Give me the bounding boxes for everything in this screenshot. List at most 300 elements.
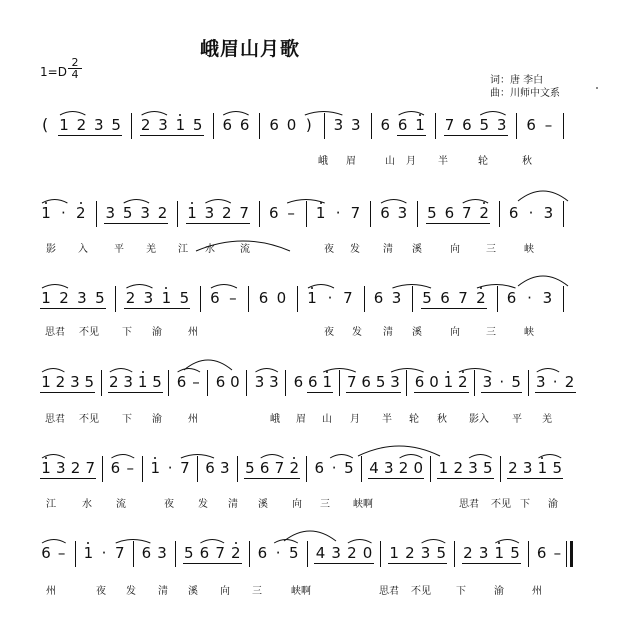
lyric-syllable: 山: [322, 414, 332, 425]
lyric-syllable: 渝: [152, 327, 162, 338]
note-digit: 6: [176, 373, 187, 391]
lyric-syllable: 渝: [548, 499, 558, 510]
barline: [102, 456, 103, 482]
beam-underline: [40, 308, 106, 309]
lyric-syllable: 渝: [152, 414, 162, 425]
lyric-syllable: 月: [350, 414, 360, 425]
slur-mark: [330, 455, 353, 459]
note-digit: 0: [362, 544, 373, 562]
note-digit: 3: [204, 204, 215, 222]
note-digit: 6: [414, 373, 425, 391]
note-digit: 6: [210, 289, 220, 307]
lyric-syllable: 半: [382, 414, 392, 425]
lyric-syllable: 不见: [79, 414, 99, 425]
note-digit: 5: [183, 544, 194, 562]
barline: [499, 201, 500, 227]
lyric-syllable: 眉: [346, 156, 356, 167]
beam-underline: [244, 478, 300, 479]
time-signature-top: 2: [68, 57, 82, 69]
note-digit: 3: [468, 459, 478, 477]
barline: [528, 370, 529, 396]
note-digit: 0: [230, 373, 240, 391]
note-digit: 1: [41, 373, 51, 391]
note-digit: 3: [420, 544, 431, 562]
note-digit: –: [192, 373, 200, 391]
slur-mark: [223, 112, 248, 116]
slur-mark: [42, 285, 68, 289]
note-digit: ·: [552, 373, 558, 391]
phrase-slur: [518, 276, 568, 286]
octave-dot: [45, 202, 47, 204]
note-digit: ·: [327, 289, 333, 307]
beam-underline: [462, 563, 521, 564]
note-digit: 5: [84, 373, 95, 391]
slur-mark: [255, 369, 277, 373]
octave-dot: [45, 457, 47, 459]
beam-underline: [186, 223, 250, 224]
note-digit: ·: [335, 204, 341, 222]
slur-mark: [422, 540, 446, 544]
note-digit: 1: [187, 204, 197, 222]
note-digit: 3: [333, 116, 344, 134]
note-digit: 2: [476, 289, 486, 307]
note-digit: –: [126, 459, 134, 477]
lyric-syllable: 清: [383, 327, 393, 338]
final-barline: [570, 541, 573, 567]
barline: [371, 113, 372, 139]
barline: [175, 541, 176, 567]
note-digit: 3: [496, 116, 507, 134]
note-digit: 4: [369, 459, 379, 477]
beam-underline: [40, 392, 95, 393]
note-digit: –: [553, 544, 562, 562]
beam-underline: [108, 392, 163, 393]
note-digit: 1: [175, 116, 186, 134]
note-digit: 2: [289, 459, 299, 477]
lyric-syllable: 江: [46, 499, 56, 510]
slur-mark: [537, 369, 559, 373]
note-digit: 2: [70, 459, 81, 477]
note-digit: 1: [41, 459, 51, 477]
lyric-syllable: 夜: [164, 499, 174, 510]
slur-mark: [142, 112, 167, 116]
note-digit: 2: [222, 204, 232, 222]
note-digit: 5: [511, 373, 521, 391]
note-digit: 6: [199, 544, 210, 562]
barline: [528, 541, 529, 567]
note-digit: 5: [436, 544, 447, 562]
note-digit: 3: [390, 373, 400, 391]
note-digit: 2: [140, 116, 151, 134]
lyric-syllable: 峨: [318, 156, 328, 167]
note-digit: 3: [350, 116, 361, 134]
lyric-syllable: 轮: [409, 414, 419, 425]
note-digit: ·: [499, 373, 505, 391]
barline: [177, 201, 178, 227]
barline: [417, 201, 418, 227]
beam-underline: [388, 563, 447, 564]
note-digit: 7: [350, 204, 361, 222]
barline: [142, 456, 143, 482]
note-digit: 7: [180, 459, 190, 477]
note-digit: 2: [453, 459, 463, 477]
slur-mark: [400, 455, 423, 459]
lyric-syllable: 下: [122, 414, 132, 425]
lyric-syllable: 峡啊: [291, 586, 311, 597]
barline: [516, 113, 517, 139]
note-digit: 7: [215, 544, 225, 562]
note-digit: 7: [85, 459, 96, 477]
lyric-syllable: 月: [406, 156, 416, 167]
note-digit: 6: [536, 544, 547, 562]
note-digit: 5: [122, 204, 133, 222]
lyric-syllable: 夜: [324, 327, 334, 338]
slur-mark: [348, 540, 372, 544]
slur-mark: [60, 112, 85, 116]
slur-mark: [110, 369, 132, 373]
note-digit: 1: [59, 116, 69, 134]
barline: [474, 370, 475, 396]
slur-mark: [469, 455, 492, 459]
note-digit: 1: [389, 544, 399, 562]
beam-underline: [124, 308, 190, 309]
lyric-syllable: 发: [350, 244, 360, 255]
slur-mark: [111, 455, 134, 459]
note-digit: 3: [157, 544, 167, 562]
note-digit: 1: [315, 204, 326, 222]
lyric-syllable: 峡: [524, 244, 534, 255]
barline: [364, 286, 365, 312]
barline: [435, 113, 436, 139]
note-digit: 6: [397, 116, 408, 134]
barline: [285, 370, 286, 396]
lyric-syllable: 州: [46, 586, 56, 597]
note-digit: 1: [41, 204, 51, 222]
beam-underline: [346, 392, 401, 393]
lyric-syllable: 峨: [270, 414, 280, 425]
barline: [324, 113, 325, 139]
beam-underline: [421, 308, 487, 309]
lyric-syllable: 平: [114, 244, 124, 255]
note-digit: 7: [343, 289, 353, 307]
note-digit: ·: [331, 459, 337, 477]
note-digit: 1: [307, 289, 317, 307]
lyric-syllable: 溪: [412, 244, 422, 255]
beam-underline: [507, 478, 563, 479]
note-digit: 6: [258, 289, 269, 307]
note-digit: –: [229, 289, 237, 307]
lyric-syllable: 三: [252, 586, 262, 597]
slur-mark: [200, 540, 224, 544]
note-digit: 6: [373, 289, 384, 307]
barline: [96, 201, 97, 227]
note-digit: 1: [537, 459, 548, 477]
barline: [380, 541, 381, 567]
note-digit: 3: [77, 289, 87, 307]
lyric-syllable: 秋: [437, 414, 447, 425]
lyric-syllable: 眉: [296, 414, 306, 425]
lyric-syllable: 州: [188, 414, 198, 425]
note-digit: 2: [157, 204, 168, 222]
lyric-syllable: 峡: [524, 327, 534, 338]
song-title: 峨眉山月歌: [200, 38, 301, 60]
note-digit: 6: [110, 459, 121, 477]
note-digit: 6: [308, 373, 318, 391]
note-digit: 1: [161, 289, 172, 307]
octave-dot: [142, 371, 144, 373]
slur-mark: [211, 285, 237, 289]
note-digit: ·: [528, 204, 534, 222]
barline: [249, 541, 250, 567]
beam-underline: [481, 392, 522, 393]
lyric-syllable: 向: [220, 586, 230, 597]
lyric-syllable: 江: [178, 244, 188, 255]
lyric-syllable: 流: [240, 244, 250, 255]
note-digit: 6: [222, 116, 232, 134]
lyric-syllable: 平: [512, 414, 522, 425]
octave-dot: [235, 542, 237, 544]
slur-mark: [205, 200, 230, 204]
slur-mark: [124, 200, 149, 204]
barline: [115, 286, 116, 312]
barline: [500, 456, 501, 482]
barline: [259, 113, 260, 139]
note-digit: 5: [245, 459, 255, 477]
note-digit: 3: [397, 204, 408, 222]
lyric-syllable: 向: [292, 499, 302, 510]
note-digit: 2: [463, 544, 473, 562]
note-digit: 0: [276, 289, 287, 307]
note-digit: 3: [269, 373, 279, 391]
note-digit: 2: [508, 459, 518, 477]
note-digit: 5: [192, 116, 203, 134]
barline: [297, 286, 298, 312]
note-digit: ): [305, 116, 312, 134]
note-digit: 3: [391, 289, 402, 307]
note-digit: 5: [422, 289, 432, 307]
barline: [563, 113, 564, 139]
note-digit: 6: [526, 116, 536, 134]
note-digit: 3: [143, 289, 154, 307]
lyric-syllable: 下: [520, 499, 530, 510]
note-digit: 3: [123, 373, 133, 391]
note-digit: 6: [268, 204, 279, 222]
lyric-syllable: 清: [158, 586, 168, 597]
note-digit: 6: [41, 544, 51, 562]
beam-underline: [104, 223, 168, 224]
note-digit: 3: [55, 459, 66, 477]
lyric-syllable: 思君: [45, 327, 65, 338]
time-signature-bottom: 4: [71, 68, 79, 81]
lyric-syllable: 轮: [478, 156, 488, 167]
note-digit: 3: [331, 544, 341, 562]
lyric-syllable: 溪: [412, 327, 422, 338]
note-digit: 3: [219, 459, 230, 477]
lyric-syllable: 半: [438, 156, 448, 167]
note-digit: ·: [60, 204, 66, 222]
note-digit: 6: [259, 459, 270, 477]
lyric-syllable: 向: [450, 244, 460, 255]
lyric-syllable: 不见: [79, 327, 99, 338]
lyric-syllable: 思君: [45, 414, 65, 425]
note-digit: 1: [150, 459, 161, 477]
lyric-syllable: 羌: [146, 244, 156, 255]
note-digit: 2: [564, 373, 575, 391]
barline: [306, 456, 307, 482]
lyric-syllable: 州: [532, 586, 542, 597]
opening-paren: (: [42, 115, 49, 134]
barline: [563, 286, 564, 312]
note-digit: 2: [458, 373, 468, 391]
lyric-syllable: 山: [385, 156, 395, 167]
composer-credit: 曲：川师中文系: [490, 88, 560, 99]
note-digit: 5: [479, 116, 489, 134]
barline: [361, 456, 362, 482]
beam-underline: [40, 478, 96, 479]
note-digit: 6: [257, 544, 268, 562]
lyric-syllable: 发: [198, 499, 208, 510]
note-digit: 5: [289, 544, 299, 562]
slur-mark: [381, 200, 406, 204]
note-digit: 6: [380, 204, 390, 222]
lyric-syllable: 不见: [491, 499, 511, 510]
lyric-syllable: 羌: [542, 414, 552, 425]
note-digit: 2: [479, 204, 489, 222]
barline: [237, 456, 238, 482]
lyric-syllable: 清: [383, 244, 393, 255]
barline: [248, 286, 249, 312]
lyric-syllable: 夜: [96, 586, 106, 597]
note-digit: 3: [522, 459, 533, 477]
barline: [213, 113, 214, 139]
phrase-slur: [284, 531, 336, 541]
barline: [207, 370, 208, 396]
barline: [307, 541, 308, 567]
note-digit: 7: [274, 459, 285, 477]
final-barline-thin: [566, 541, 567, 567]
lyric-syllable: 三: [320, 499, 330, 510]
lyric-syllable: 清: [228, 499, 238, 510]
note-digit: 6: [380, 116, 391, 134]
note-digit: 6: [506, 289, 517, 307]
note-digit: –: [287, 204, 295, 222]
lyric-syllable: 峡啊: [353, 499, 373, 510]
note-digit: 3: [140, 204, 150, 222]
note-digit: 3: [93, 116, 104, 134]
note-digit: 1: [137, 373, 148, 391]
beam-underline: [183, 563, 242, 564]
note-digit: 1: [494, 544, 505, 562]
note-digit: 5: [344, 459, 354, 477]
beam-underline: [414, 392, 469, 393]
lyricist-credit: 词：唐 李白: [490, 75, 544, 86]
note-digit: ·: [527, 289, 532, 307]
note-digit: 2: [398, 459, 409, 477]
beam-underline: [426, 223, 490, 224]
barline: [75, 541, 76, 567]
octave-dot: [80, 202, 82, 204]
slur-mark: [178, 369, 200, 373]
slur-mark: [42, 540, 66, 544]
note-digit: –: [57, 544, 66, 562]
barline: [246, 370, 247, 396]
lyric-syllable: 思君: [379, 586, 399, 597]
note-digit: 7: [458, 289, 468, 307]
lyric-syllable: 秋: [522, 156, 532, 167]
lyric-syllable: 向: [450, 327, 460, 338]
phrase-slur: [518, 191, 568, 201]
slur-mark: [480, 112, 505, 116]
slur-mark: [126, 285, 152, 289]
note-digit: 5: [111, 116, 121, 134]
lyric-syllable: 三: [486, 244, 496, 255]
note-digit: 1: [443, 373, 454, 391]
lyric-syllable: 州: [188, 327, 198, 338]
lyric-syllable: 溪: [258, 499, 268, 510]
note-digit: 5: [552, 459, 562, 477]
lyric-syllable: 入: [78, 244, 88, 255]
note-digit: 6: [462, 116, 472, 134]
note-digit: 3: [478, 544, 489, 562]
note-digit: 5: [95, 289, 105, 307]
note-digit: 2: [231, 544, 241, 562]
barline: [306, 201, 307, 227]
lyric-syllable: 影入: [469, 414, 489, 425]
beam-underline: [437, 478, 493, 479]
lyric-syllable: 渝: [494, 586, 504, 597]
barline: [200, 286, 201, 312]
barline: [101, 370, 102, 396]
beam-underline: [58, 135, 122, 136]
barline: [563, 201, 564, 227]
note-digit: 4: [315, 544, 326, 562]
note-digit: 3: [254, 373, 265, 391]
note-digit: 5: [510, 544, 520, 562]
note-digit: 2: [76, 116, 87, 134]
lyric-syllable: 溪: [188, 586, 198, 597]
note-digit: 6: [269, 116, 279, 134]
note-digit: 6: [141, 544, 152, 562]
note-digit: 3: [105, 204, 116, 222]
note-digit: 6: [239, 116, 250, 134]
barline: [497, 286, 498, 312]
barline: [430, 456, 431, 482]
note-digit: 6: [314, 459, 325, 477]
beam-underline: [314, 563, 373, 564]
note-digit: 6: [215, 373, 226, 391]
note-digit: ·: [101, 544, 107, 562]
note-digit: 6: [293, 373, 304, 391]
note-digit: 6: [508, 204, 519, 222]
note-digit: 1: [415, 116, 425, 134]
note-digit: 5: [152, 373, 162, 391]
lyric-syllable: 三: [486, 327, 496, 338]
note-digit: 6: [205, 459, 215, 477]
note-digit: 7: [444, 116, 455, 134]
note-digit: 5: [179, 289, 190, 307]
lyric-syllable: 水: [82, 499, 92, 510]
lyric-syllable: 不见: [411, 586, 431, 597]
octave-dot: [419, 114, 421, 116]
note-digit: 1: [83, 544, 94, 562]
note-digit: 2: [347, 544, 357, 562]
lyric-syllable: 影: [46, 244, 56, 255]
note-digit: 0: [429, 373, 439, 391]
lyric-syllable: 思君: [459, 499, 479, 510]
key-signature: 1=D: [40, 65, 67, 79]
note-digit: 0: [286, 116, 297, 134]
note-digit: 1: [322, 373, 333, 391]
